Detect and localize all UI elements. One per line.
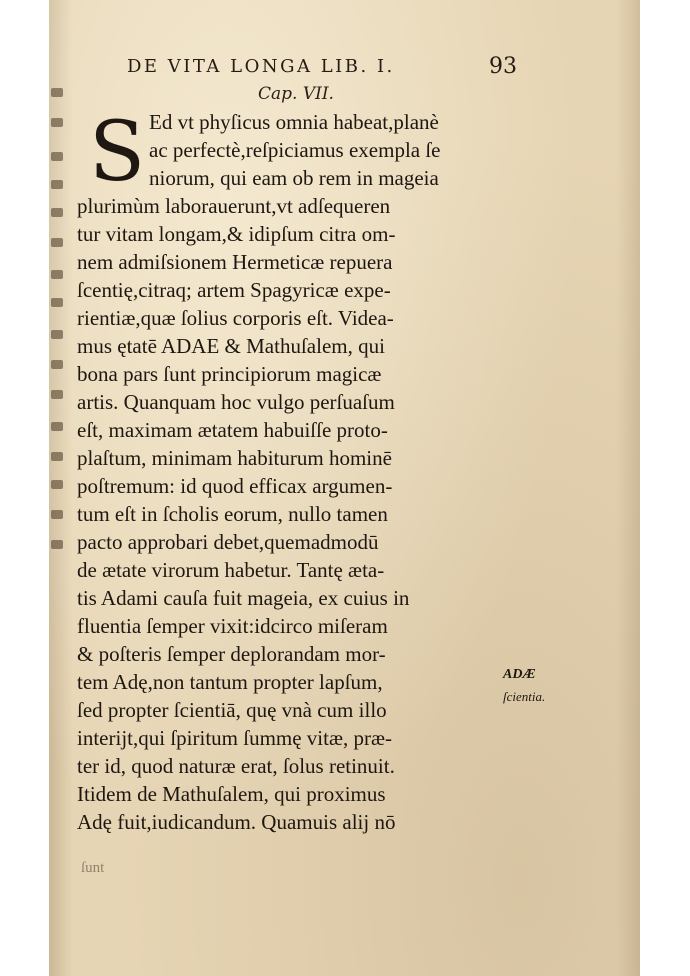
text-line: artis. Quanquam hoc vulgo perſuaſum	[77, 390, 395, 414]
text-line: tur vitam longam,& idipſum citra om-	[77, 222, 396, 246]
text-line: pacto approbari debet,quemadmodū	[77, 530, 379, 554]
text-line: eſt, maximam ætatem habuiſſe proto-	[77, 418, 388, 442]
chapter-heading: Cap. VII.	[258, 84, 334, 104]
text-line: ſed propter ſcientiā, quę vnà cum illo	[77, 698, 387, 722]
text-line: rientiæ,quæ ſolius corporis eſt. Videa-	[77, 306, 394, 330]
text-line: mus ętatē ADAE & Mathuſalem, qui	[77, 334, 385, 358]
text-line: bona pars ſunt principiorum magicæ	[77, 362, 382, 386]
text-line: ter id, quod naturæ erat, ſolus retinuit.	[77, 754, 395, 778]
text-line: niorum, qui eam ob rem in mageia	[149, 166, 439, 190]
text-line: tum eſt in ſcholis eorum, nullo tamen	[77, 502, 388, 526]
text-line: fluentia ſemper vixit:idcirco miſeram	[77, 614, 388, 638]
text-line: ac perfectè,reſpiciamus exempla ſe	[149, 138, 441, 162]
running-title: DE VITA LONGA LIB. I.	[127, 56, 395, 77]
text-line: plaſtum, minimam habiturum hominē	[77, 446, 392, 470]
text-line: Adę fuit,iudicandum. Quamuis alij nō	[77, 810, 396, 834]
text-line: Ed vt phyſicus omnia habeat,planè	[149, 110, 439, 134]
text-line: tis Adami cauſa fuit mageia, ex cuius in	[77, 586, 410, 610]
margin-note-adae: ADÆ	[503, 667, 536, 682]
text-line: Itidem de Mathuſalem, qui proximus	[77, 782, 386, 806]
page-number: 93	[489, 54, 517, 79]
margin-note-scientia: ſcientia.	[503, 689, 546, 704]
text-line: de ætate virorum habetur. Tantę æta-	[77, 558, 385, 582]
text-line: plurimùm laborauerunt,vt adſequeren	[77, 194, 391, 218]
text-line: tem Adę,non tantum propter lapſum,	[77, 670, 383, 694]
text-line: poſtremum: id quod efficax argumen-	[77, 474, 393, 498]
text-line: interijt,qui ſpiritum ſummę vitæ, præ-	[77, 726, 392, 750]
drop-cap-initial: S	[89, 105, 146, 200]
book-page	[49, 0, 640, 976]
text-line: ſcentię,citraq; artem Spagyricæ expe-	[77, 278, 391, 302]
bleed-through-marks	[49, 60, 71, 560]
text-line: nem admiſsionem Hermeticæ repuera	[77, 250, 393, 274]
catchword: ſunt	[81, 860, 105, 876]
text-line: & poſteris ſemper deplorandam mor-	[77, 642, 386, 666]
